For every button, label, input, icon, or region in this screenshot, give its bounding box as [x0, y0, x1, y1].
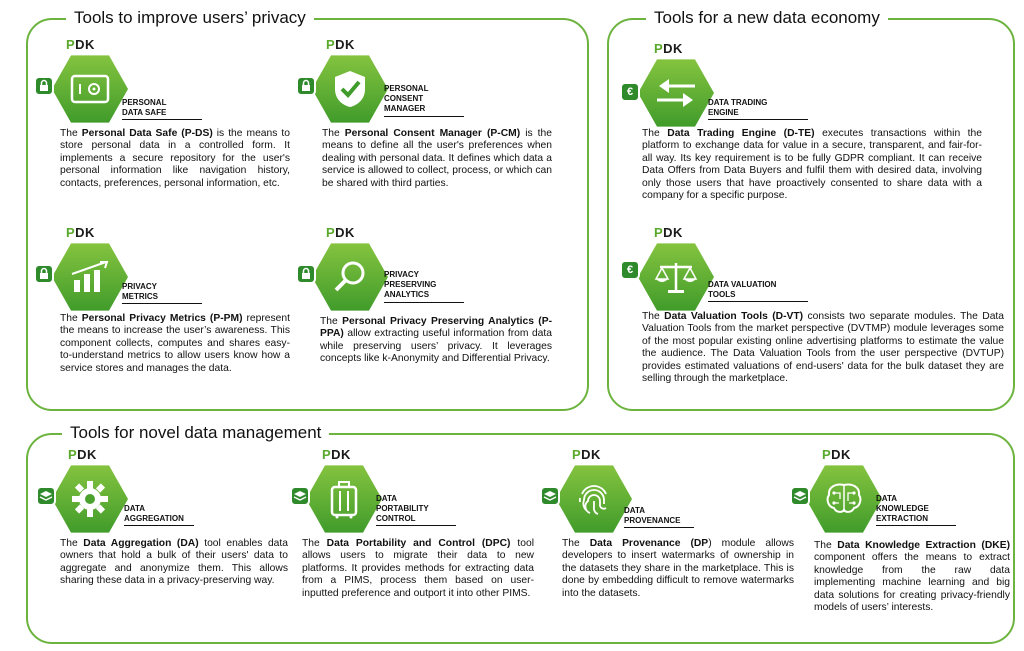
tool-personal-consent-manager [292, 38, 562, 208]
tool-hexagon [306, 464, 382, 534]
pdk-logo: PDK [326, 37, 355, 52]
pdk-logo: PDK [66, 225, 95, 240]
pdk-logo: PDK [68, 447, 97, 462]
luggage-icon [329, 479, 359, 519]
tool-data-valuation-tools [612, 226, 1012, 406]
tool-hexagon [806, 464, 882, 534]
tool-description: The Data Aggregation (DA) tool enables data owners that hold a bulk of their users' data to aggregate and anonymize them. This allows sharing these data in a privacy-preserving way. [60, 538, 288, 587]
tool-data-provenance [534, 446, 794, 636]
pdk-logo: PDK [654, 225, 683, 240]
tool-description: The Personal Privacy Preserving Analytics (P-PPA) allow extracting useful information from data while preserving users’ privacy. It leverages concepts like k-Anonymity and Differential Privacy. [320, 316, 553, 365]
tool-label: PERSONAL DATA SAFE [122, 98, 167, 117]
tool-label: DATA TRADING ENGINE [708, 98, 768, 117]
tool-label: DATA PORTABILITY CONTROL [376, 494, 429, 523]
tool-description: The Data Provenance (DP) module allows developers to insert watermarks of ownership in the datasets they share in the marketplace. This is done by embedding difficult to remove watermarks into the datasets. [562, 538, 794, 599]
layers-icon [290, 486, 310, 506]
tool-description: The Data Valuation Tools (D-VT) consists two separate modules. The Data Valuation Tools from the market perspective (DVTMP) module leverages some of the most popular existing online advertising platforms to estimate the value the audience. The Data Valuation Tools from the user perspective (DVTUP) provides estimated valuations of end-users' data for the bulk dataset they are selling through the marketplace. [642, 311, 1005, 385]
tool-personal-data-safe [30, 38, 290, 208]
safe-icon [70, 74, 110, 104]
gear-icon [71, 480, 109, 518]
tool-data-portability-control [284, 446, 544, 636]
tool-data-knowledge-extraction [786, 446, 1016, 636]
pdk-logo: PDK [322, 447, 351, 462]
panel-title-management: Tools for novel data management [62, 423, 329, 443]
label-underline [122, 303, 202, 304]
tool-label: DATA VALUATION TOOLS [708, 280, 777, 299]
tool-description: The Personal Privacy Metrics (P-PM) represent the means to increase the user’s awareness. This component collects, computes and shares easy-to-understand metrics to allow users know how a service stores and manages the data. [60, 313, 290, 374]
pdk-logo: PDK [654, 41, 683, 56]
label-underline [384, 302, 464, 303]
panel-title-privacy: Tools to improve users’ privacy [66, 8, 314, 28]
panel-title-economy: Tools for a new data economy [646, 8, 888, 28]
tool-label: DATA AGGREGATION [124, 504, 184, 523]
tool-label: DATA PROVENANCE [624, 506, 681, 525]
label-underline [384, 116, 464, 117]
scales-icon [654, 259, 698, 295]
tool-privacy-metrics [30, 226, 290, 406]
pdk-logo: PDK [326, 225, 355, 240]
tool-description: The Data Portability and Control (DPC) tool allows users to migrate their data to new platforms. It provides methods for extracting data from a PIMS, process them based on user-inputted preference and outport it into other PIMS. [302, 538, 534, 599]
tool-data-aggregation [30, 446, 290, 636]
label-underline [124, 525, 194, 526]
bar-chart-icon [70, 260, 110, 294]
label-underline [708, 301, 808, 302]
tool-hexagon [312, 242, 388, 312]
euro-icon: € [620, 82, 640, 102]
label-underline [708, 119, 808, 120]
tool-hexagon [52, 54, 128, 124]
tool-hexagon [312, 54, 388, 124]
tool-label: DATA KNOWLEDGE EXTRACTION [876, 494, 929, 523]
tool-hexagon [638, 58, 714, 128]
pdk-logo: PDK [572, 447, 601, 462]
label-underline [122, 119, 202, 120]
tool-hexagon [556, 464, 632, 534]
tool-hexagon [52, 464, 128, 534]
tool-label: PRIVACY METRICS [122, 282, 158, 301]
tool-description: The Personal Consent Manager (P-CM) is the means to define all the user's preferences when dealing with personal data. It defines which data a service is allowed to collect, process, or which can be shared with third parties. [322, 128, 552, 189]
layers-icon [36, 486, 56, 506]
tool-label: PRIVACY PRESERVING ANALYTICS [384, 270, 437, 299]
tool-description: The Data Trading Engine (D-TE) executes transactions within the platform to exchange data for value in a secure, transparent, and fair-for-all way. Its key requirement is to be fully GDPR compliant. It can receive Data Offers from Data Buyers and fulfil them with desired data, involving only those users that have proactively consented to share data with a company for a specific purpose. [642, 128, 982, 202]
layers-icon [790, 486, 810, 506]
euro-icon: € [620, 260, 640, 280]
pdk-logo: PDK [822, 447, 851, 462]
lock-icon [296, 76, 316, 96]
tool-label: PERSONAL CONSENT MANAGER [384, 84, 429, 113]
label-underline [876, 525, 956, 526]
lock-icon [34, 264, 54, 284]
label-underline [624, 527, 694, 528]
magnifier-icon [332, 259, 368, 295]
lock-icon [296, 264, 316, 284]
tool-data-trading-engine [612, 38, 1012, 218]
label-underline [376, 525, 456, 526]
tool-hexagon [52, 242, 128, 312]
tool-privacy-preserving-analytics [292, 226, 562, 406]
pdk-logo: PDK [66, 37, 95, 52]
exchange-arrows-icon [655, 76, 697, 110]
shield-check-icon [332, 69, 368, 109]
tool-hexagon [638, 242, 714, 312]
lock-icon [34, 76, 54, 96]
tool-description: The Data Knowledge Extraction (DKE) component offers the means to extract knowledge from the raw data implementing machine learning and big data solutions for creating privacy-friendly models of users’ interests. [814, 540, 1010, 614]
tool-description: The Personal Data Safe (P-DS) is the means to store personal data in a controlled form. It implements a secure repository for the user's personal information like navigation history, contacts, preferences, personal information, etc. [60, 128, 290, 189]
fingerprint-icon [576, 480, 612, 518]
layers-icon [540, 486, 560, 506]
brain-circuit-icon [824, 481, 864, 517]
